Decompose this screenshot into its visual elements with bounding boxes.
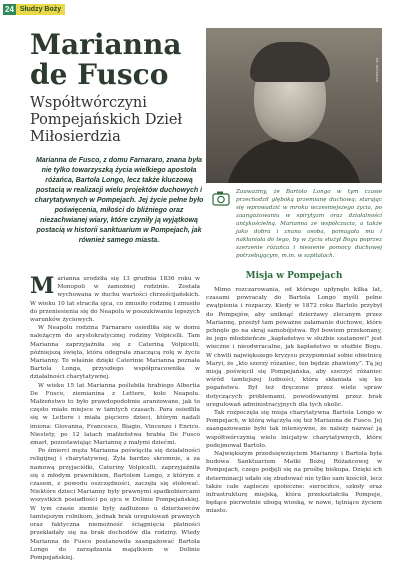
portrait-photo xyxy=(206,28,382,183)
photo-credit: fot. archiwum xyxy=(375,58,380,82)
section-heading: Misja w Pompejach xyxy=(245,271,343,281)
camera-icon xyxy=(212,190,230,206)
article-lead: Marianna de Fusco, z domu Farnararo, znana była nie tylko towarzyszką życia wielkiego apostoła różańca, Bartola Longo, lecz także kluczową postacią w realizacji wielu projektów duchowych i charytatywnych w Pompejach. Jej życie pełne było poświęcenia, miłości do bliźniego oraz niezachwianej wiary, które czyniły ją wyjątkową postacią w historii sanktuarium w Pompejach, jak również samego miasta. xyxy=(34,157,204,244)
paragraph: Mimo rozczarowania, od którego upłynęło kilka lat, czasami powracały do Bartola Longo myśli pełne zwątpienia i rozpaczy. Kiedy w 1872 roku Bartolo przybył do Pompejów, aby uniknąć dzierżawy zlecanym przez Mariannę, przeżył tam poważne załamanie duchowe, które pchnęło go na skraj samobójstwa. Był bowiem przekonany, że jego młodzieńcze „kapłaństwo w służbie szatanowi” jest wieczne i nieodwracalne, jak kapłaństwo w służbie Bogu. W chwili największego kryzysu przypomniał sobie obietnicę Maryi, że „kto szerzy różaniec, ten będzie zbawiony”. Tą jej misją poświęcił się Pompejańska, aby szerzyć różaniec wśród tamtejszej ludności, która skłaniała się ku pogaństwu. Był też dręczone przez wiele spraw dotyczących problemami, powodowanymi przez brak uregulowań administracyjnych dla tych okolic. xyxy=(206,287,382,408)
paragraph: Największym przedsięwzięciem Marianny i Bartola była budowa Sanktuarium Matki Bożej Różańcowej w Pompejach, czego podjęli się na prośbę biskupa. Dzięki ich determinacji udało się zbudować nie tylko sam kościół, lecz także całe zaplecze społeczne: sierocińce, szkoły oraz infrastrukturę miejską, która przekształciła Pompeje, będące pierwotnie ubogą wioską, w nowe, tętniące życiem miasto. xyxy=(206,451,382,515)
article-subtitle: Współtwórczyni Pompejańskich Dzieł Miłosierdzia xyxy=(30,95,183,145)
photo-caption: Zauważmy, że Bartolo Longo w tym czasie przechodził głęboką przemianę duchową: starając się wprowadzić w mroku wczesniejszego życia, po zaangażowaniu w spirytyzm oraz działalności antykościelną. Marianna ze współczucia, a także jako dobra i znana osoba, pomagała mu i nakłaniała do tego, by w życiu służył Bogu poprzez szerzenie różańca i niesienie pomocy duchowej potrzebującym, m.in. w szpitalach. xyxy=(236,189,382,259)
left-column xyxy=(30,275,200,562)
article-title: Marianna de Fusco xyxy=(30,28,182,91)
section-label: Słudzy Boży xyxy=(16,4,65,15)
right-column xyxy=(206,286,382,516)
page-number: 24 xyxy=(5,5,14,14)
paragraph: Po śmierci męża Marianna poświęciła się działalności religijnej i charytatywnej. Żyła bardzo skromnie, a za namową przyjaciółki, Cateriny Volpicelli, zaprzyjaźniła się z młodym prawnikiem, Bartolem Longo, z którym z czasem, z powodu oszczędności, zaczęła się stołować. Niektóre dzieci Marianny były prawnymi spadkobiercami wszystkich posiadłości po ojcu w Dolinie Pompejańskiej. W tym czasie ziemie były zadłużone u dzierżawców tamtejszym rolnikom, jednak brak uregulowań prawnych oraz faktyczna niemożność ściągnięcia płatności przekładały się na brak dochodów dla rodziny. Wtedy Marianna de Fusco postanowiła zaangażować Bartola Longo do zarządzania majątkiem w Dolinie Pompejańskiej. xyxy=(30,448,200,561)
photo-hair xyxy=(250,42,330,82)
paragraph: arianna urodziła się 13 grudnia 1836 roku w Monopoli w zamożnej rodzinie. Została wychowana w duchu wartości chrześcijańskich. W wieku 10 lat straciła ojca, co zmusiło rodzinę i zmusiło do przeniesienia się do Neapolu w poszukiwaniu lepszych warunków życiowych. xyxy=(30,276,200,324)
paragraph: W Neapolu rodzina Farnararo osiedliła się w domu należącym do arystokratycznej rodziny Volpicelli. Tam Marianna zaprzyjaźniła się z Cateriną Volpicelli, późniejszą święta, która odegrała znaczącą rolę w życiu Marianny. To właśnie dzięki Caterinie Marianna poznała Bartola Longa, przyszłego współpracownika w działalności charytatywnej. xyxy=(30,325,200,381)
paragraph: Tak rozpoczęła się misja charytatywna Bartola Longo w Pompejach, w którą włączyła się też Marianna de Fusco. Jej zaangażowanie było tak intensywne, że należy nazwać ją współtwórczynią wielu inicjatyw charytatywnych, które podejmował Bartolo. xyxy=(206,410,382,449)
photo-dress xyxy=(226,138,362,183)
paragraph: W wieku 15 lat Marianna poślubiła hrabiego Albertia De Fusco, ziemianina z Lettere, koło Neapolu. Małżeństwo to było prawdopodobnie aranżowane, jak to często miało miejsce w tamtych czasach. Para osiedliła się w Lettere i miała pięcioro dzieci, którym nadali imiona: Giovanna, Francesco, Biagio, Vincenzo i Enrico. Niestety, po 12 latach małżeństwa hrabia De Fusco zmarł, pozostawiając Mariannę z małymi dziećmi. xyxy=(30,382,200,447)
page-header xyxy=(3,4,65,15)
drop-cap: M xyxy=(30,273,55,299)
